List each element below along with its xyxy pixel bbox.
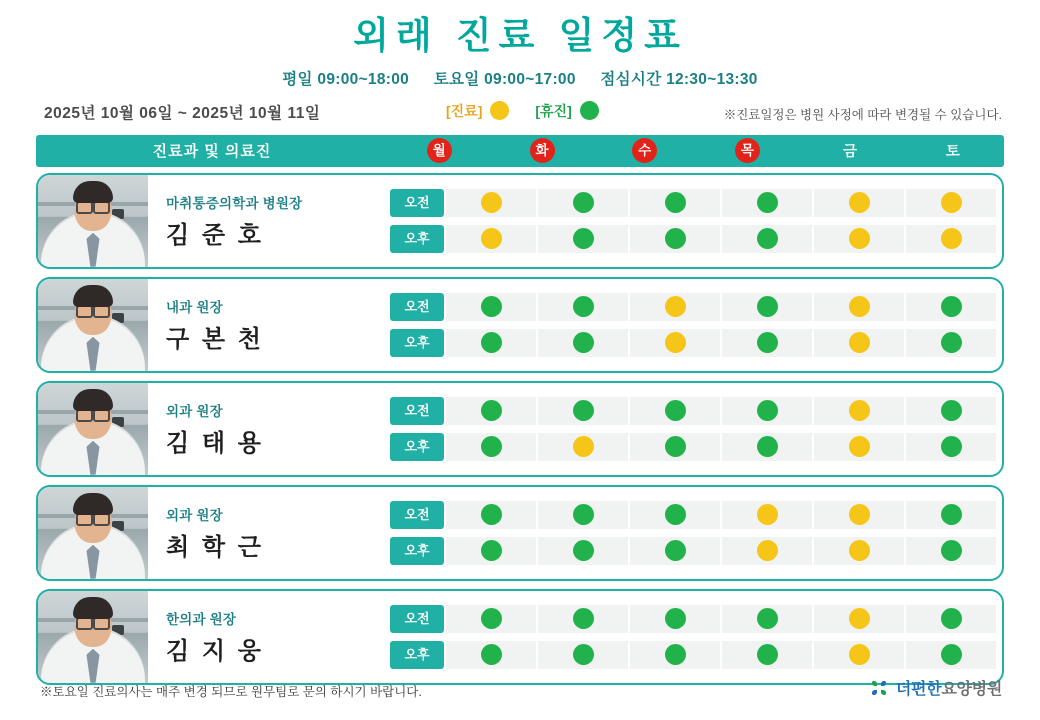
yellow-circle-icon: [849, 332, 870, 353]
schedule-cell[interactable]: [630, 605, 720, 633]
session-row-pm: [390, 327, 996, 359]
session-label-pm: 오후: [390, 641, 444, 669]
table-row: [36, 589, 1004, 685]
yellow-circle-icon: [573, 436, 594, 457]
green-circle-icon: [665, 540, 686, 561]
schedule-cell[interactable]: [814, 329, 904, 357]
page-title: 외래 진료 일정표: [353, 15, 687, 56]
schedule-change-note: ※진료일정은 병원 사정에 따라 변경될 수 있습니다.: [723, 107, 1002, 122]
table-header-day-fri: 금: [843, 144, 858, 161]
schedule-cell[interactable]: [446, 501, 536, 529]
schedule-cell[interactable]: [906, 433, 996, 461]
green-circle-icon: [941, 332, 962, 353]
table-row: [36, 173, 1004, 269]
schedule-cell[interactable]: [906, 537, 996, 565]
yellow-circle-icon: [481, 228, 502, 249]
green-circle-icon: [941, 608, 962, 629]
footer: [0, 676, 1040, 710]
table-header-day-sat: 토: [945, 144, 960, 161]
yellow-circle-icon: [849, 228, 870, 249]
green-circle-icon: [941, 436, 962, 457]
session-row-pm: [390, 223, 996, 255]
green-circle-icon: [481, 644, 502, 665]
yellow-circle-icon: [849, 644, 870, 665]
session-row-pm: [390, 639, 996, 671]
schedule-cell[interactable]: [814, 293, 904, 321]
footer-note: ※토요일 진료의사는 매주 변경 되므로 원무팀로 문의 하시기 바랍니다.: [40, 685, 422, 699]
schedule-cell[interactable]: [538, 433, 628, 461]
schedule-cell[interactable]: [538, 225, 628, 253]
schedule-cell[interactable]: [814, 537, 904, 565]
doctor-photo: [38, 279, 148, 371]
green-circle-icon: [573, 228, 594, 249]
schedule-cell[interactable]: [630, 433, 720, 461]
doctor-info: [148, 591, 390, 683]
schedule-cell[interactable]: [538, 329, 628, 357]
schedule-cell[interactable]: [446, 293, 536, 321]
green-circle-icon: [665, 228, 686, 249]
yellow-circle-icon: [490, 101, 509, 120]
green-circle-icon: [573, 504, 594, 525]
doctor-photo: [38, 383, 148, 475]
doctor-name: 김 태 용: [166, 429, 264, 457]
yellow-circle-icon: [941, 228, 962, 249]
green-circle-icon: [481, 504, 502, 525]
yellow-circle-icon: [849, 192, 870, 213]
schedule-cell[interactable]: [538, 501, 628, 529]
green-circle-icon: [573, 400, 594, 421]
table-header-day-tue: 화: [491, 138, 594, 163]
schedule-cell[interactable]: [906, 189, 996, 217]
schedule-cell[interactable]: [814, 641, 904, 669]
yellow-circle-icon: [665, 296, 686, 317]
doctor-department: 외과 원장: [166, 507, 223, 523]
green-circle-icon: [941, 504, 962, 525]
hours-weekday: 평일 09:00~18:00: [282, 70, 410, 88]
green-circle-icon: [481, 296, 502, 317]
schedule-cell[interactable]: [722, 225, 812, 253]
schedule-grid: [390, 279, 1002, 371]
yellow-circle-icon: [941, 192, 962, 213]
session-label-am: 오전: [390, 605, 444, 633]
schedule-cell[interactable]: [906, 605, 996, 633]
doctor-name: 최 학 근: [166, 533, 264, 561]
schedule-cell[interactable]: [446, 537, 536, 565]
schedule-cell[interactable]: [722, 329, 812, 357]
schedule-cell[interactable]: [446, 225, 536, 253]
table-row: [36, 485, 1004, 581]
green-circle-icon: [665, 644, 686, 665]
schedule-cell[interactable]: [906, 225, 996, 253]
table-header: [36, 135, 1004, 167]
schedule-cell[interactable]: [446, 189, 536, 217]
green-circle-icon: [481, 436, 502, 457]
green-circle-icon: [941, 400, 962, 421]
green-circle-icon: [757, 608, 778, 629]
green-circle-icon: [481, 608, 502, 629]
doctor-info: [148, 279, 390, 371]
doctor-info: [148, 383, 390, 475]
schedule-cell[interactable]: [906, 329, 996, 357]
session-row-am: [390, 603, 996, 635]
date-range: 2025년 10월 06일 ~ 2025년 10월 11일: [44, 104, 321, 122]
schedule-cell[interactable]: [814, 225, 904, 253]
schedule-cell[interactable]: [722, 397, 812, 425]
session-label-pm: 오후: [390, 537, 444, 565]
green-circle-icon: [757, 296, 778, 317]
info-line: [0, 99, 1040, 129]
schedule-cell[interactable]: [446, 605, 536, 633]
session-label-am: 오전: [390, 501, 444, 529]
schedule-cell[interactable]: [446, 641, 536, 669]
schedule-cell[interactable]: [538, 537, 628, 565]
yellow-circle-icon: [665, 332, 686, 353]
green-circle-icon: [481, 400, 502, 421]
doctor-department: 외과 원장: [166, 403, 223, 419]
doctor-photo: [38, 591, 148, 683]
doctor-photo: [38, 175, 148, 267]
green-circle-icon: [757, 436, 778, 457]
table-header-day-wed: 수: [593, 138, 696, 163]
green-circle-icon: [757, 228, 778, 249]
schedule-grid: [390, 591, 1002, 683]
green-circle-icon: [665, 400, 686, 421]
green-circle-icon: [573, 296, 594, 317]
schedule-cell[interactable]: [538, 189, 628, 217]
schedule-cell[interactable]: [538, 397, 628, 425]
schedule-cell[interactable]: [630, 225, 720, 253]
doctor-photo: [38, 487, 148, 579]
legend: [446, 101, 599, 121]
legend-available-label: [진료]: [446, 102, 483, 119]
green-circle-icon: [665, 608, 686, 629]
session-row-pm: [390, 535, 996, 567]
green-circle-icon: [580, 101, 599, 120]
table-header-dept: 진료과 및 의료진: [152, 143, 272, 161]
yellow-circle-icon: [849, 436, 870, 457]
table-row: [36, 381, 1004, 477]
table-header-day-mon: 월: [388, 138, 491, 163]
session-row-am: [390, 395, 996, 427]
session-label-am: 오전: [390, 189, 444, 217]
brand-rest: 요양병원: [941, 681, 1002, 698]
yellow-circle-icon: [849, 540, 870, 561]
schedule-cell[interactable]: [630, 501, 720, 529]
schedule-cell[interactable]: [722, 641, 812, 669]
green-circle-icon: [757, 332, 778, 353]
session-label-pm: 오후: [390, 433, 444, 461]
schedule-cell[interactable]: [814, 501, 904, 529]
green-circle-icon: [573, 644, 594, 665]
session-label-pm: 오후: [390, 329, 444, 357]
green-circle-icon: [573, 192, 594, 213]
session-row-am: [390, 291, 996, 323]
schedule-cell[interactable]: [630, 397, 720, 425]
green-circle-icon: [665, 436, 686, 457]
green-circle-icon: [573, 608, 594, 629]
green-circle-icon: [757, 400, 778, 421]
schedule-cell[interactable]: [722, 605, 812, 633]
schedule-cell[interactable]: [722, 189, 812, 217]
table-row: [36, 277, 1004, 373]
brand-name: [896, 676, 1002, 699]
session-row-am: [390, 187, 996, 219]
yellow-circle-icon: [849, 296, 870, 317]
schedule-cell[interactable]: [538, 641, 628, 669]
schedule-cell[interactable]: [538, 293, 628, 321]
schedule-cell[interactable]: [814, 397, 904, 425]
session-label-am: 오전: [390, 397, 444, 425]
green-circle-icon: [573, 540, 594, 561]
schedule-cell[interactable]: [814, 433, 904, 461]
schedule-cell[interactable]: [630, 329, 720, 357]
doctor-rows: [36, 173, 1004, 685]
doctor-name: 김 지 웅: [166, 637, 264, 665]
green-circle-icon: [481, 540, 502, 561]
hospital-logo: [868, 676, 1002, 699]
schedule-cell[interactable]: [814, 605, 904, 633]
schedule-cell[interactable]: [906, 501, 996, 529]
schedule-cell[interactable]: [446, 433, 536, 461]
schedule-cell[interactable]: [630, 641, 720, 669]
green-circle-icon: [665, 192, 686, 213]
schedule-cell[interactable]: [722, 433, 812, 461]
green-circle-icon: [757, 644, 778, 665]
hours-lunch: 점심시간 12:30~13:30: [600, 70, 758, 88]
schedule-grid: [390, 383, 1002, 475]
schedule-grid: [390, 487, 1002, 579]
session-label-pm: 오후: [390, 225, 444, 253]
operating-hours: [0, 67, 1040, 89]
doctor-info: [148, 487, 390, 579]
schedule-cell[interactable]: [630, 189, 720, 217]
yellow-circle-icon: [849, 504, 870, 525]
cross-logo-icon: [868, 677, 890, 699]
doctor-name: 김 준 호: [166, 221, 264, 249]
schedule-cell[interactable]: [814, 189, 904, 217]
yellow-circle-icon: [481, 192, 502, 213]
schedule-cell[interactable]: [630, 537, 720, 565]
green-circle-icon: [941, 644, 962, 665]
schedule-cell[interactable]: [906, 641, 996, 669]
session-row-am: [390, 499, 996, 531]
doctor-department: 한의과 원장: [166, 611, 237, 627]
schedule-cell[interactable]: [446, 397, 536, 425]
yellow-circle-icon: [849, 400, 870, 421]
yellow-circle-icon: [757, 504, 778, 525]
schedule-cell[interactable]: [722, 537, 812, 565]
yellow-circle-icon: [849, 608, 870, 629]
schedule-cell[interactable]: [538, 605, 628, 633]
session-row-pm: [390, 431, 996, 463]
green-circle-icon: [757, 192, 778, 213]
schedule-cell[interactable]: [630, 293, 720, 321]
doctor-department: 마취통증의학과 병원장: [166, 195, 303, 211]
legend-off-label: [휴진]: [535, 102, 572, 119]
schedule-cell[interactable]: [906, 397, 996, 425]
green-circle-icon: [665, 504, 686, 525]
hours-saturday: 토요일 09:00~17:00: [433, 70, 576, 88]
schedule-cell[interactable]: [722, 501, 812, 529]
brand-accent: 더편한: [895, 681, 942, 698]
green-circle-icon: [941, 296, 962, 317]
schedule-grid: [390, 175, 1002, 267]
doctor-department: 내과 원장: [166, 299, 223, 315]
green-circle-icon: [941, 540, 962, 561]
schedule-cell[interactable]: [446, 329, 536, 357]
table-header-day-thu: 목: [696, 138, 799, 163]
doctor-name: 구 본 천: [166, 325, 264, 353]
schedule-cell[interactable]: [722, 293, 812, 321]
green-circle-icon: [481, 332, 502, 353]
yellow-circle-icon: [757, 540, 778, 561]
schedule-cell[interactable]: [906, 293, 996, 321]
session-label-am: 오전: [390, 293, 444, 321]
doctor-info: [148, 175, 390, 267]
green-circle-icon: [573, 332, 594, 353]
